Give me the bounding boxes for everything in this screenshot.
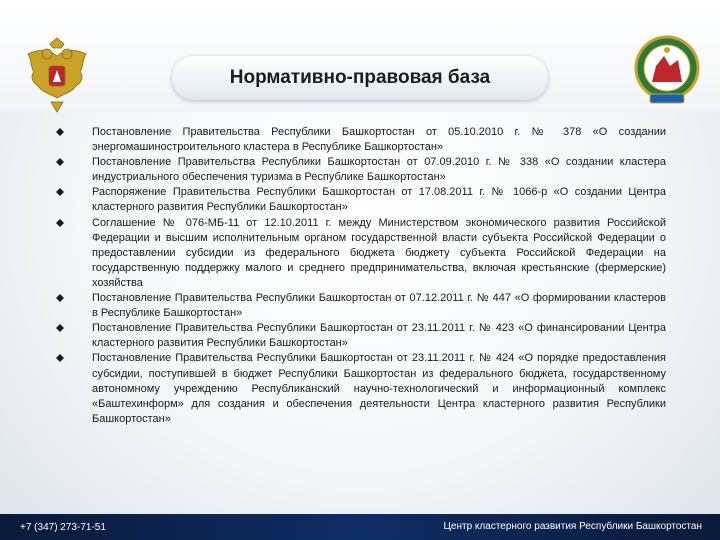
title-bar	[172, 56, 548, 100]
footer-org-name: Центр кластерного развития Республики Башкортостан	[443, 521, 702, 532]
diamond-bullet-icon	[56, 128, 64, 136]
list-item	[54, 291, 666, 321]
document-list	[54, 125, 666, 427]
list-item-text: Постановление Правительства Республики Башкортостан от 23.11.2011 г. № 423 «О финансировании Центра кластерного развития Республики Башкортостан»	[92, 322, 666, 350]
list-item-text: Постановление Правительства Республики Башкортостан от 05.10.2010 г. № 378 «О создании энергомашиностроительного кластера в Республике Башкортостан»	[92, 126, 666, 154]
diamond-bullet-icon	[56, 294, 64, 302]
list-item	[54, 216, 666, 291]
slide-footer	[0, 514, 720, 540]
diamond-bullet-icon	[56, 158, 64, 166]
list-item-text: Постановление Правительства Республики Башкортостан от 07.12.2011 г. № 447 «О формировании кластеров в Республике Башкортостан»	[92, 292, 666, 320]
diamond-bullet-icon	[56, 219, 64, 227]
list-item	[54, 351, 666, 426]
slide-title: Нормативно-правовая база	[229, 67, 491, 88]
list-item	[54, 155, 666, 185]
list-item-text: Постановление Правительства Республики Башкортостан от 23.11.2011 г. № 424 «О порядке предоставления субсидии, поступившей в бюджет Республики Башкортостан из федерального бюджета, государственному автономному учреждению Республиканский научно-технологический и информационный комплекс «Баштехинформ» для создания и обеспечения деятельности Центра кластерного развития Республики Башкортостан»	[92, 352, 666, 425]
diamond-bullet-icon	[56, 188, 64, 196]
russia-coat-of-arms-icon	[20, 36, 94, 114]
list-item-text: Соглашение № 076-МБ-11 от 12.10.2011 г. между Министерством экономического развития Российской Федерации и высшим исполнительным органом государственной власти субъекта Российской Федерации о предоставлении субсидии из федерального бюджета бюджету субъекта Российской Федерации на государственную поддержку малого и среднего предпринимательства, включая крестьянские (фермерские) хозяйства	[92, 216, 666, 289]
list-item	[54, 125, 666, 155]
bashkortostan-coat-of-arms-icon	[630, 30, 704, 108]
list-item	[54, 321, 666, 351]
list-item-text: Распоряжение Правительства Республики Башкортостан от 17.08.2011 г. № 1066-р «О создании Центра кластерного развития Республики Башкортостан»	[92, 186, 666, 214]
diamond-bullet-icon	[56, 354, 64, 362]
list-item	[54, 185, 666, 215]
footer-phone: +7 (347) 273-71-51	[20, 522, 106, 533]
list-item-text: Постановление Правительства Республики Башкортостан от 07.09.2010 г. № 338 «О создании кластера индустриального обеспечения туризма в Республике Башкортостан»	[92, 156, 666, 184]
diamond-bullet-icon	[56, 324, 64, 332]
